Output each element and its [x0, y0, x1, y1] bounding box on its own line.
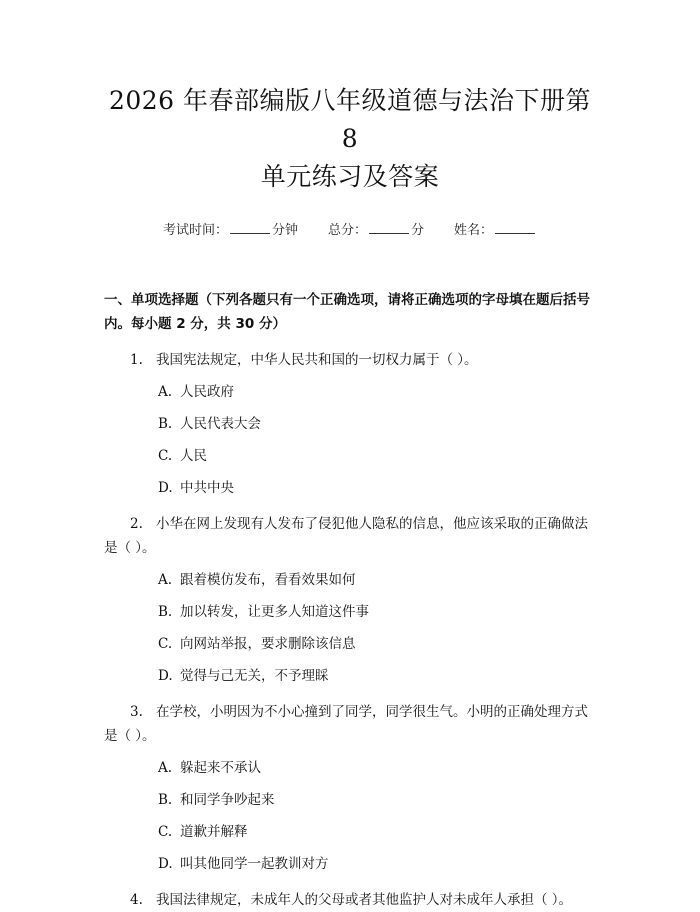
option-c: C. 向网站举报，要求删除该信息 [158, 636, 356, 652]
score-blank [369, 221, 409, 234]
exam-score [328, 219, 424, 238]
exam-time [163, 219, 298, 238]
title-line-1: 2026 年春部编版八年级道德与法治下册第 8 [108, 86, 592, 153]
option-a: A. 躲起来不承认 [158, 760, 261, 776]
question-3 [104, 700, 596, 876]
option-a: A. 跟着模仿发布，看看效果如何 [158, 572, 356, 588]
question-1 [104, 348, 596, 500]
option-b: B. 加以转发，让更多人知道这件事 [158, 604, 369, 620]
option-b: B. 和同学争吵起来 [158, 792, 275, 808]
time-label: 考试时间： [162, 223, 228, 238]
score-label: 总分： [327, 223, 367, 238]
question-stem: 我国宪法规定，中华人民共和国的一切权力属于（ ）。 [156, 352, 478, 368]
title-line-2: 单元练习及答案 [260, 162, 440, 191]
name-label: 姓名： [454, 223, 494, 238]
question-4 [104, 888, 596, 912]
option-d: D. 觉得与己无关，不予理睬 [158, 668, 329, 684]
option-b: B. 人民代表大会 [158, 416, 261, 432]
page-title [104, 82, 596, 196]
option-c: C. 道歉并解释 [158, 824, 248, 840]
option-d: D. 中共中央 [158, 480, 234, 496]
question-2 [104, 512, 596, 688]
score-unit: 分 [411, 223, 425, 238]
section-title: 一、单项选择题（下列各题只有一个正确选项，请将正确选项的字母填在题后括号内。每小题 2 分，共 30 分） [104, 292, 590, 332]
question-number: 4. [130, 892, 143, 908]
question-stem: 小华在网上发现有人发布了侵犯他人隐私的信息，他应该采取的正确做法是（ ）。 [104, 516, 588, 556]
option-d: D. 叫其他同学一起教训对方 [158, 856, 329, 872]
option-a: A. 人民政府 [158, 384, 234, 400]
exam-meta [104, 219, 596, 238]
question-stem: 在学校，小明因为不小心撞到了同学，同学很生气。小明的正确处理方式是（ ）。 [104, 704, 588, 744]
question-number: 1. [130, 352, 143, 368]
question-stem: 我国法律规定，未成年人的父母或者其他监护人对未成年人承担（ ）。 [156, 892, 573, 908]
name-blank [495, 221, 535, 234]
question-number: 3. [130, 704, 143, 720]
time-blank [230, 221, 270, 234]
question-number: 2. [130, 516, 143, 532]
time-unit: 分钟 [271, 223, 298, 238]
exam-name [454, 219, 537, 238]
option-c: C. 人民 [158, 448, 207, 464]
